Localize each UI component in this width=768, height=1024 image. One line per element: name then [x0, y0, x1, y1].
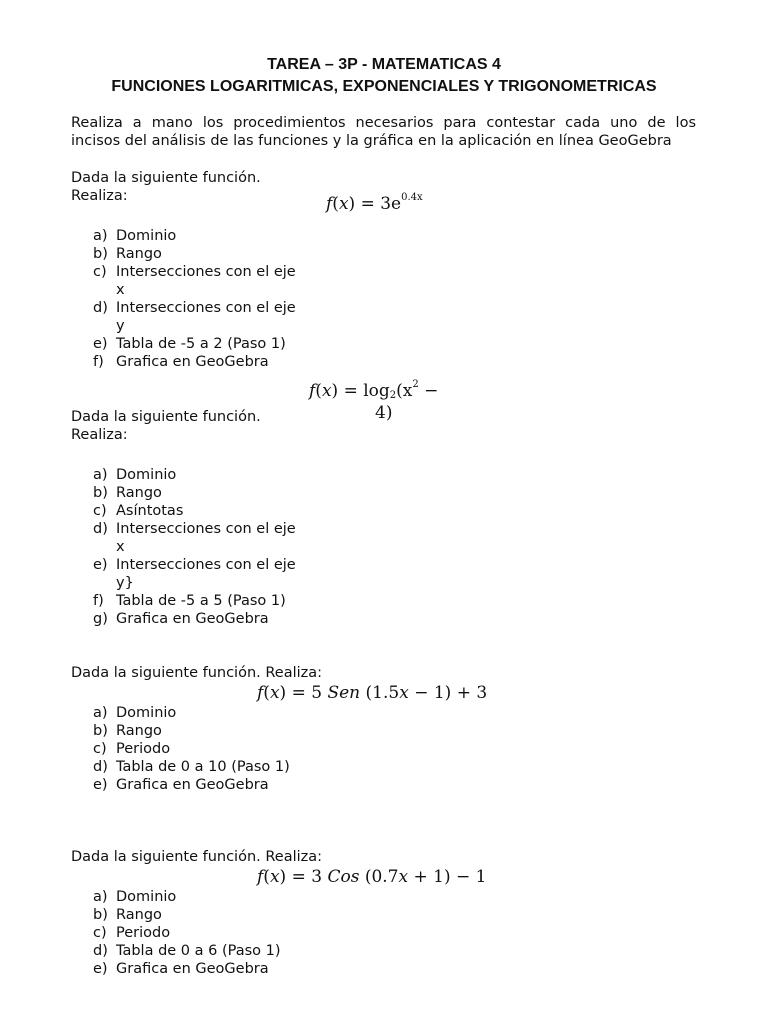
formula-cosine: f(x) = 3 Cos (0.7x + 1) − 1: [257, 867, 487, 887]
list-item-continuation: x: [116, 539, 125, 555]
formula-exponential: $f(x) = 3e^{0.4x}$: [326, 192, 423, 214]
section-prompt: Dada la siguiente función.: [71, 170, 261, 186]
section-prompt: Realiza:: [71, 188, 128, 204]
section-prompt: Dada la siguiente función.: [71, 409, 261, 425]
intro-line-1: Realiza a mano los procedimientos necesarios para contestar cada uno de los: [71, 115, 696, 131]
document-page: TAREA – 3P - MATEMATICAS 4 FUNCIONES LOGARITMICAS, EXPONENCIALES Y TRIGONOMETRICAS Realiza a mano los procedimientos necesarios para contestar cada uno de los incisos del análisis de las funciones y la gráfica en la aplicación en línea GeoGebra Dada la siguiente función. Realiza: $f(x) = 3e^{0.4x}$ a) Dominio b) Rango c) Intersecciones con el eje x d) Intersecciones con el eje y e) Tabla de -5 a 2 (Paso 1) f) Grafica en GeoGebra $f(x) = \log_2(x^2$ − 4) Dada la siguiente función. Realiza: a) Dominio b) Rango c) Asíntotas d) Intersecciones con el eje x e) Intersecciones con el eje y} f) Tabla de -5 a 5 (Paso 1) g) Grafica en GeoGebra Dada la siguiente función. Realiza: f(x) = 5 Sen (1.5x − 1) + 3 a) Dominio b) Rango c) Periodo d) Tabla de 0 a 10 (Paso 1) e) Grafica en GeoGebra Dada la siguiente función. Realiza: f(x) = 3 Cos (0.7x + 1) − 1 a) Dominio b) Rango c) Periodo d) Tabla de 0 a 6 (Paso 1) e) Grafica en GeoGebra: [0, 0, 768, 1024]
formula-logarithmic-line2: 4): [375, 403, 393, 423]
document-subtitle: FUNCIONES LOGARITMICAS, EXPONENCIALES Y TRIGONOMETRICAS: [111, 78, 657, 95]
list-item-continuation: y: [116, 318, 125, 334]
section-prompt: Dada la siguiente función. Realiza:: [71, 665, 323, 681]
intro-line-2: incisos del análisis de las funciones y la gráfica en la aplicación en línea GeoGebra: [71, 133, 672, 149]
formula-logarithmic: $f(x) = \log_2(x^2$ −: [309, 379, 439, 401]
list-item-continuation: x: [116, 282, 125, 298]
list-item-continuation: y}: [116, 575, 134, 591]
document-title: TAREA – 3P - MATEMATICAS 4: [267, 56, 501, 73]
section-prompt: Realiza:: [71, 427, 128, 443]
section-prompt: Dada la siguiente función. Realiza:: [71, 849, 323, 865]
formula-sine: f(x) = 5 Sen (1.5x − 1) + 3: [257, 683, 488, 703]
